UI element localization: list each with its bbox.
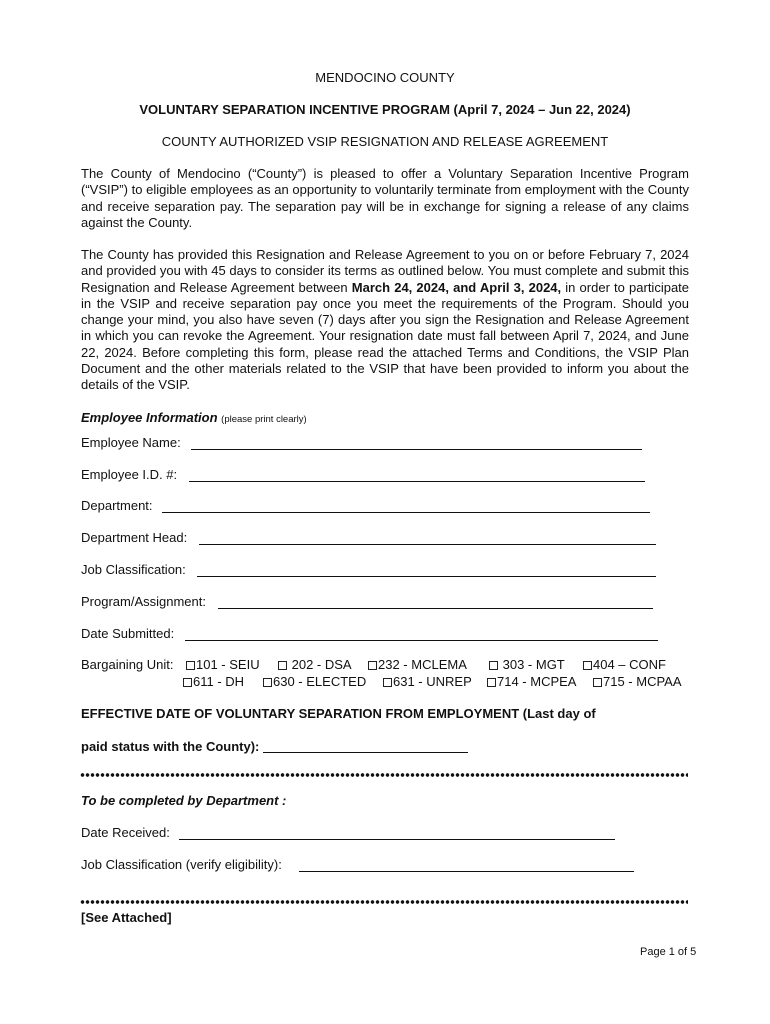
intro-paragraph-2-start: The County has provided this Resignation and Release Agreement to you on or before February 7, 2024 and provided you with 45 days to consider its terms as outlined below. You must complete and submit this Resignation and Release Agreement between [81,247,689,295]
checkbox-714[interactable] [487,678,496,687]
bargaining-option-label: 404 – CONF [593,657,666,672]
print-clearly-note: (please print clearly) [221,414,307,425]
bargaining-option-label: 202 - DSA [291,657,352,672]
bargaining-unit-label: Bargaining Unit: [81,657,174,672]
checkbox-631[interactable] [383,678,392,687]
employee-info-title: Employee Information [81,410,218,425]
page-number: Page 1 of 5 [640,946,697,958]
verify-eligibility-input-line[interactable] [299,871,634,872]
program-assignment-label: Program/Assignment: [81,594,206,609]
date-received-label: Date Received: [81,825,170,840]
program-assignment-field [81,594,206,612]
bargaining-option-101[interactable] [186,657,260,672]
checkbox-202[interactable] [278,661,287,670]
department-label: Department: [81,498,153,513]
effective-date-input-line[interactable] [263,740,468,753]
bargaining-option-202[interactable] [278,657,352,672]
employee-id-input-line[interactable] [189,481,645,482]
bargaining-option-label: 101 - SEIU [196,657,260,672]
employee-name-input-line[interactable] [191,449,642,450]
paid-status-label: paid status with the County): [81,739,260,754]
job-classification-label: Job Classification: [81,562,186,577]
checkbox-232[interactable] [368,661,377,670]
bargaining-option-404[interactable] [583,657,666,672]
job-classification-input-line[interactable] [197,576,656,577]
bargaining-option-630[interactable] [263,674,366,689]
employee-id-field [81,467,177,485]
intro-paragraph-1: The County of Mendocino (“County”) is pleased to offer a Voluntary Separation Incentive Program (“VSIP”) to eligible employees as an opportunity to voluntarily terminate from employment with the County and receive separation pay. The separation pay will be in exchange for signing a release of any claims against the County. [81,166,689,230]
date-submitted-field [81,626,174,644]
bargaining-option-label: 232 - MCLEMA [378,657,467,672]
department-section-heading: To be completed by Department : [81,793,287,808]
employee-name-label: Employee Name: [81,435,181,450]
checkbox-715[interactable] [593,678,602,687]
verify-eligibility-field [81,857,282,875]
dotted-divider [80,900,688,904]
bargaining-option-label: 611 - DH [193,674,245,689]
bargaining-option-label: 631 - UNREP [393,674,472,689]
department-head-field [81,530,187,548]
date-submitted-label: Date Submitted: [81,626,175,641]
bargaining-option-label: 715 - MCPAA [603,674,682,689]
bargaining-option-232[interactable] [368,657,467,672]
checkbox-630[interactable] [263,678,272,687]
program-title: VOLUNTARY SEPARATION INCENTIVE PROGRAM (April 7, 2024 – Jun 22, 2024) [139,102,631,117]
verify-eligibility-label: Job Classification (verify eligibility): [81,857,282,872]
bargaining-option-303[interactable] [489,657,565,672]
county-heading: MENDOCINO COUNTY [315,70,455,85]
date-received-field [81,825,170,843]
agreement-title: COUNTY AUTHORIZED VSIP RESIGNATION AND RELEASE AGREEMENT [161,134,609,149]
bargaining-option-label: 714 - MCPEA [497,674,577,689]
submission-window-dates: March 24, 2024, and April 3, 2024, [351,279,562,295]
department-head-input-line[interactable] [199,544,656,545]
bargaining-option-715[interactable] [593,674,682,689]
bargaining-option-631[interactable] [383,674,472,689]
checkbox-611[interactable] [183,678,192,687]
employee-id-label: Employee I.D. #: [81,467,178,482]
checkbox-303[interactable] [489,661,498,670]
bargaining-option-label: 630 - ELECTED [273,674,367,689]
dotted-divider [80,773,688,777]
effective-date-heading: EFFECTIVE DATE OF VOLUNTARY SEPARATION FROM EMPLOYMENT (Last day of [81,706,596,721]
department-head-label: Department Head: [81,530,188,545]
department-field [81,498,153,516]
employee-name-field [81,435,181,453]
department-input-line[interactable] [162,512,650,513]
effective-date-field [81,739,468,754]
checkbox-101[interactable] [186,661,195,670]
checkbox-404[interactable] [583,661,592,670]
program-assignment-input-line[interactable] [218,608,653,609]
bargaining-option-611[interactable] [183,674,244,689]
date-received-input-line[interactable] [179,839,615,840]
job-classification-field [81,562,186,580]
bargaining-option-label: 303 - MGT [502,657,565,672]
bargaining-option-714[interactable] [487,674,576,689]
intro-paragraph-2 [81,247,689,394]
date-submitted-input-line[interactable] [185,640,658,641]
see-attached-note: [See Attached] [81,910,172,925]
employee-info-heading [81,410,307,425]
intro-paragraph-2-end: in order to participate in the VSIP and receive separation pay once you meet the requirements of the Program. Should you change your mind, you also have seven (7) days after you sign the Resignation and Release Agreement in which you can revoke the Agreement. Your resignation date must fall between April 7, 2024, and June 22, 2024. Before completing this form, please read the attached Terms and Conditions, the VSIP Plan Document and the other materials related to the VSIP that have been provided to inform you about the details of the VSIP. [81,279,690,393]
